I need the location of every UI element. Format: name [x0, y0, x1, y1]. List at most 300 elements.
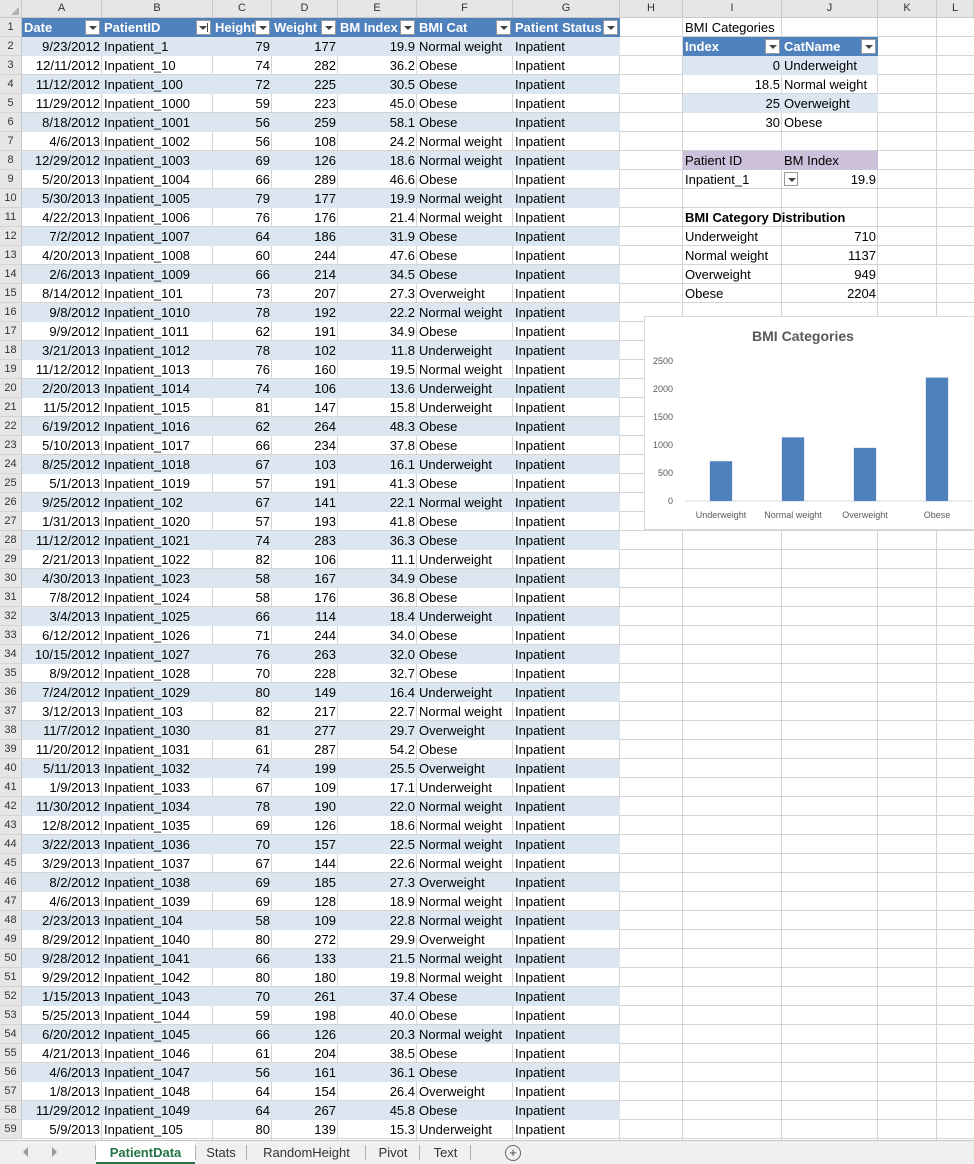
filter-dropdown-icon[interactable]: [196, 20, 211, 35]
table-cell[interactable]: 69: [255, 818, 270, 833]
table-cell[interactable]: 76: [213, 645, 272, 664]
table-cell[interactable]: 59: [255, 1008, 270, 1023]
table-cell[interactable]: 225: [272, 75, 338, 94]
table-cell[interactable]: 5/25/2013: [42, 1008, 100, 1023]
table-cell[interactable]: Inpatient_1022: [104, 552, 191, 567]
table-cell[interactable]: 58: [213, 911, 272, 930]
table-cell[interactable]: 11/29/2012: [22, 1101, 102, 1120]
table-cell[interactable]: 7/2/2012: [22, 227, 102, 246]
row-header[interactable]: 7: [0, 132, 22, 151]
table-cell[interactable]: 57: [255, 476, 270, 491]
table-cell[interactable]: 67: [213, 455, 272, 474]
table-cell[interactable]: Inpatient: [513, 189, 620, 208]
table-cell[interactable]: 198: [314, 1008, 336, 1023]
table-cell[interactable]: 66: [255, 172, 270, 187]
table-cell[interactable]: 22.0: [338, 797, 417, 816]
table-cell[interactable]: 82: [255, 704, 270, 719]
tab-randomheight[interactable]: RandomHeight: [263, 1145, 350, 1160]
row-header[interactable]: 59: [0, 1120, 22, 1139]
table-cell[interactable]: 4/20/2013: [42, 248, 100, 263]
table-cell[interactable]: Inpatient: [513, 835, 620, 854]
tab-pivot[interactable]: Pivot: [378, 1145, 408, 1160]
table-cell[interactable]: Inpatient_1000: [104, 96, 191, 111]
row-header[interactable]: 1: [0, 18, 22, 37]
table-cell[interactable]: 4/22/2013: [42, 210, 100, 225]
table-cell[interactable]: 204: [314, 1046, 336, 1061]
table-cell[interactable]: 214: [272, 265, 338, 284]
table-cell[interactable]: 133: [272, 949, 338, 968]
row-header[interactable]: 22: [0, 417, 22, 436]
row-header[interactable]: 38: [0, 721, 22, 740]
table-cell[interactable]: Inpatient_1046: [104, 1046, 191, 1061]
table-cell[interactable]: Inpatient_1043: [102, 987, 213, 1006]
table-cell[interactable]: Inpatient: [515, 932, 565, 947]
table-cell[interactable]: Inpatient_1015: [104, 400, 191, 415]
table-cell[interactable]: Inpatient_1044: [104, 1008, 191, 1023]
table-cell[interactable]: 37.4: [338, 987, 417, 1006]
table-cell[interactable]: 19.5: [389, 362, 415, 377]
table-cell[interactable]: 36.1: [338, 1063, 417, 1082]
table-cell[interactable]: 5/20/2013: [42, 172, 100, 187]
row-header[interactable]: 57: [0, 1082, 22, 1101]
table-cell[interactable]: 59: [255, 96, 270, 111]
table-cell[interactable]: 3/29/2013: [42, 856, 100, 871]
row-header[interactable]: 6: [0, 113, 22, 132]
table-cell[interactable]: Inpatient: [513, 911, 620, 930]
table-cell[interactable]: Obese: [419, 1008, 458, 1023]
table-cell[interactable]: Inpatient: [513, 151, 620, 170]
row-header[interactable]: 26: [0, 493, 22, 512]
table-cell[interactable]: 22.8: [338, 911, 417, 930]
table-cell[interactable]: 81: [213, 721, 272, 740]
table-cell[interactable]: Inpatient_105: [104, 1122, 183, 1137]
table-cell[interactable]: Inpatient_1009: [102, 265, 213, 284]
table-cell[interactable]: Inpatient: [513, 569, 620, 588]
table-cell[interactable]: Obese: [417, 265, 513, 284]
table-cell[interactable]: Normal weight: [417, 151, 513, 170]
table-cell[interactable]: Inpatient: [515, 134, 565, 149]
table-cell[interactable]: Inpatient: [513, 987, 620, 1006]
row-header[interactable]: 56: [0, 1063, 22, 1082]
table-cell[interactable]: 193: [314, 514, 336, 529]
table-cell[interactable]: 11/12/2012: [22, 75, 102, 94]
table-cell[interactable]: Normal weight: [419, 134, 503, 149]
row-header[interactable]: 34: [0, 645, 22, 664]
table-cell[interactable]: 8/9/2012: [49, 666, 100, 681]
table-cell[interactable]: 147: [314, 400, 336, 415]
table-cell[interactable]: 9/23/2012: [22, 37, 102, 56]
column-header[interactable]: F: [417, 0, 513, 18]
table-cell[interactable]: 191: [314, 476, 336, 491]
table-cell[interactable]: 4/30/2013: [22, 569, 102, 588]
table-cell[interactable]: Inpatient: [513, 531, 620, 550]
table-cell[interactable]: 9/9/2012: [49, 324, 100, 339]
table-cell[interactable]: Underweight: [417, 455, 513, 474]
table-cell[interactable]: Inpatient_1020: [104, 514, 191, 529]
row-header[interactable]: 14: [0, 265, 22, 284]
table-cell[interactable]: Inpatient_100: [102, 75, 213, 94]
row-header[interactable]: 20: [0, 379, 22, 398]
table-cell[interactable]: Inpatient_1016: [102, 417, 213, 436]
table-cell[interactable]: Inpatient: [515, 286, 565, 301]
table-cell[interactable]: 9/25/2012: [22, 493, 102, 512]
table-cell[interactable]: Obese: [417, 113, 513, 132]
row-header[interactable]: 51: [0, 968, 22, 987]
table-cell[interactable]: 18.4: [338, 607, 417, 626]
table-cell[interactable]: Inpatient_1038: [102, 873, 213, 892]
table-cell[interactable]: 22.5: [338, 835, 417, 854]
table-cell[interactable]: 5/30/2013: [22, 189, 102, 208]
row-header[interactable]: 49: [0, 930, 22, 949]
row-header[interactable]: 46: [0, 873, 22, 892]
row-header[interactable]: 24: [0, 455, 22, 474]
table-cell[interactable]: 80: [255, 932, 270, 947]
row-header[interactable]: 43: [0, 816, 22, 835]
table-cell[interactable]: 161: [272, 1063, 338, 1082]
table-cell[interactable]: Inpatient: [515, 970, 565, 985]
table-cell[interactable]: 36.8: [389, 590, 415, 605]
table-cell[interactable]: 11/5/2012: [43, 400, 100, 415]
table-cell[interactable]: Inpatient_1002: [104, 134, 191, 149]
row-header[interactable]: 33: [0, 626, 22, 645]
table-cell[interactable]: 5/9/2013: [49, 1122, 100, 1137]
table-cell[interactable]: Inpatient_1031: [104, 742, 191, 757]
table-cell[interactable]: Inpatient_1021: [102, 531, 213, 550]
table-cell[interactable]: Inpatient: [515, 438, 565, 453]
table-cell[interactable]: 31.9: [338, 227, 417, 246]
table-cell[interactable]: 29.7: [338, 721, 417, 740]
table-cell[interactable]: 263: [272, 645, 338, 664]
table-cell[interactable]: Inpatient: [513, 797, 620, 816]
table-cell[interactable]: Inpatient_1032: [102, 759, 213, 778]
table-cell[interactable]: 180: [314, 970, 336, 985]
table-cell[interactable]: 21.4: [389, 210, 415, 225]
category-index-cell[interactable]: 0: [683, 56, 782, 75]
table-cell[interactable]: Inpatient_1023: [102, 569, 213, 588]
table-cell[interactable]: 9/29/2012: [42, 970, 100, 985]
table-cell[interactable]: 37.8: [389, 438, 415, 453]
table-cell[interactable]: 78: [213, 341, 272, 360]
table-cell[interactable]: 11/7/2012: [22, 721, 102, 740]
table-cell[interactable]: Inpatient_1014: [102, 379, 213, 398]
table-cell[interactable]: Inpatient_1036: [102, 835, 213, 854]
row-header[interactable]: 30: [0, 569, 22, 588]
table-cell[interactable]: 141: [272, 493, 338, 512]
table-cell[interactable]: Obese: [417, 1101, 513, 1120]
table-cell[interactable]: 5/1/2013: [49, 476, 100, 491]
table-cell[interactable]: 190: [272, 797, 338, 816]
table-cell[interactable]: Inpatient: [515, 552, 565, 567]
table-cell[interactable]: 7/24/2012: [22, 683, 102, 702]
filter-dropdown-icon[interactable]: [496, 20, 511, 35]
table-cell[interactable]: 69: [213, 151, 272, 170]
table-cell[interactable]: Inpatient_1048: [104, 1084, 191, 1099]
table-cell[interactable]: Inpatient_1019: [104, 476, 191, 491]
row-header[interactable]: 2: [0, 37, 22, 56]
table-cell[interactable]: Inpatient_1041: [102, 949, 213, 968]
table-cell[interactable]: 167: [272, 569, 338, 588]
table-cell[interactable]: Underweight: [419, 1122, 492, 1137]
column-header[interactable]: D: [272, 0, 338, 18]
table-cell[interactable]: 2/20/2013: [22, 379, 102, 398]
table-cell[interactable]: 58: [255, 590, 270, 605]
table-cell[interactable]: Overweight: [419, 286, 485, 301]
table-cell[interactable]: 41.8: [389, 514, 415, 529]
table-cell[interactable]: 27.3: [338, 873, 417, 892]
table-cell[interactable]: 4/6/2013: [49, 894, 100, 909]
column-header[interactable]: G: [513, 0, 620, 18]
row-header[interactable]: 50: [0, 949, 22, 968]
table-cell[interactable]: Inpatient: [515, 362, 565, 377]
table-cell[interactable]: 64: [213, 227, 272, 246]
table-cell[interactable]: 9/28/2012: [22, 949, 102, 968]
table-cell[interactable]: 103: [272, 455, 338, 474]
table-cell[interactable]: 234: [314, 438, 336, 453]
table-cell[interactable]: Obese: [417, 569, 513, 588]
table-cell[interactable]: 2/23/2013: [22, 911, 102, 930]
table-cell[interactable]: Inpatient_1007: [102, 227, 213, 246]
table-cell[interactable]: 5/10/2013: [42, 438, 100, 453]
row-header[interactable]: 41: [0, 778, 22, 797]
table-cell[interactable]: Overweight: [417, 759, 513, 778]
table-cell[interactable]: 66: [213, 949, 272, 968]
table-cell[interactable]: 22.1: [338, 493, 417, 512]
table-cell[interactable]: 126: [272, 151, 338, 170]
table-cell[interactable]: Normal weight: [419, 894, 503, 909]
table-cell[interactable]: 74: [255, 58, 270, 73]
table-cell[interactable]: 47.6: [389, 248, 415, 263]
table-cell[interactable]: 64: [213, 1101, 272, 1120]
column-header[interactable]: L: [937, 0, 974, 18]
table-cell[interactable]: 32.7: [389, 666, 415, 681]
table-cell[interactable]: 15.8: [389, 400, 415, 415]
table-cell[interactable]: Overweight: [417, 721, 513, 740]
table-cell[interactable]: Underweight: [417, 341, 513, 360]
table-cell[interactable]: 74: [213, 531, 272, 550]
table-cell[interactable]: 4/21/2013: [42, 1046, 100, 1061]
table-cell[interactable]: Inpatient_1004: [104, 172, 191, 187]
table-cell[interactable]: Inpatient: [515, 96, 565, 111]
table-cell[interactable]: 19.9: [338, 37, 417, 56]
table-cell[interactable]: Inpatient: [515, 780, 565, 795]
table-cell[interactable]: Inpatient_1027: [102, 645, 213, 664]
table-cell[interactable]: 81: [255, 400, 270, 415]
table-cell[interactable]: 272: [314, 932, 336, 947]
table-cell[interactable]: 66: [213, 607, 272, 626]
category-index-cell[interactable]: 25: [683, 94, 782, 113]
filter-dropdown-icon[interactable]: [255, 20, 270, 35]
table-cell[interactable]: Inpatient: [515, 628, 565, 643]
table-cell[interactable]: 289: [314, 172, 336, 187]
table-cell[interactable]: 149: [272, 683, 338, 702]
table-cell[interactable]: 126: [272, 1025, 338, 1044]
column-header[interactable]: A: [22, 0, 102, 18]
table-cell[interactable]: Inpatient_1028: [104, 666, 191, 681]
table-cell[interactable]: 1/9/2013: [49, 780, 100, 795]
table-cell[interactable]: 154: [314, 1084, 336, 1099]
table-cell[interactable]: 24.2: [389, 134, 415, 149]
row-header[interactable]: 3: [0, 56, 22, 75]
table-cell[interactable]: Inpatient: [515, 514, 565, 529]
table-cell[interactable]: 67: [255, 856, 270, 871]
table-cell[interactable]: Inpatient: [515, 894, 565, 909]
table-cell[interactable]: 11.1: [390, 552, 415, 567]
category-name-cell[interactable]: Obese: [784, 115, 823, 130]
table-cell[interactable]: Inpatient_1034: [102, 797, 213, 816]
tab-stats[interactable]: Stats: [206, 1145, 236, 1160]
table-cell[interactable]: 11/12/2012: [35, 362, 100, 377]
table-cell[interactable]: 2/21/2013: [42, 552, 100, 567]
table-cell[interactable]: 78: [213, 797, 272, 816]
table-cell[interactable]: 8/29/2012: [42, 932, 100, 947]
column-header[interactable]: I: [683, 0, 782, 18]
table-cell[interactable]: 1/31/2013: [42, 514, 100, 529]
table-cell[interactable]: 8/14/2012: [42, 286, 100, 301]
row-header[interactable]: 58: [0, 1101, 22, 1120]
table-cell[interactable]: 22.2: [338, 303, 417, 322]
table-cell[interactable]: 80: [213, 683, 272, 702]
table-cell[interactable]: Normal weight: [419, 970, 503, 985]
table-cell[interactable]: Inpatient: [515, 1084, 565, 1099]
table-cell[interactable]: 8/18/2012: [22, 113, 102, 132]
row-header[interactable]: 52: [0, 987, 22, 1006]
table-cell[interactable]: 18.9: [389, 894, 415, 909]
table-cell[interactable]: Inpatient_1042: [104, 970, 191, 985]
table-cell[interactable]: 79: [213, 189, 272, 208]
table-cell[interactable]: 12/8/2012: [42, 818, 100, 833]
table-cell[interactable]: 287: [314, 742, 336, 757]
table-cell[interactable]: Inpatient: [513, 303, 620, 322]
table-cell[interactable]: 62: [255, 324, 270, 339]
table-cell[interactable]: Underweight: [417, 379, 513, 398]
row-header[interactable]: 16: [0, 303, 22, 322]
table-cell[interactable]: 126: [314, 818, 336, 833]
table-cell[interactable]: 106: [314, 552, 336, 567]
table-cell[interactable]: 18.6: [338, 151, 417, 170]
table-cell[interactable]: 3/4/2013: [22, 607, 102, 626]
row-header[interactable]: 12: [0, 227, 22, 246]
table-cell[interactable]: 70: [213, 987, 272, 1006]
table-cell[interactable]: Obese: [419, 666, 458, 681]
table-cell[interactable]: Obese: [419, 590, 458, 605]
table-cell[interactable]: Inpatient_102: [102, 493, 213, 512]
table-cell[interactable]: Underweight: [419, 780, 492, 795]
table-cell[interactable]: Inpatient: [515, 324, 565, 339]
table-cell[interactable]: Obese: [419, 58, 458, 73]
table-cell[interactable]: 228: [314, 666, 336, 681]
table-cell[interactable]: 139: [314, 1122, 336, 1137]
filter-dropdown-icon[interactable]: [85, 20, 100, 35]
table-cell[interactable]: Inpatient: [515, 818, 565, 833]
table-cell[interactable]: 6/12/2012: [42, 628, 100, 643]
table-cell[interactable]: Inpatient_1040: [104, 932, 191, 947]
table-cell[interactable]: Inpatient_1013: [104, 362, 191, 377]
table-cell[interactable]: 67: [213, 493, 272, 512]
table-cell[interactable]: Inpatient: [515, 666, 565, 681]
table-cell[interactable]: 61: [255, 1046, 270, 1061]
table-cell[interactable]: 128: [314, 894, 336, 909]
table-cell[interactable]: Inpatient: [513, 493, 620, 512]
table-cell[interactable]: 283: [272, 531, 338, 550]
row-header[interactable]: 42: [0, 797, 22, 816]
row-header[interactable]: 15: [0, 284, 22, 303]
table-cell[interactable]: Inpatient: [515, 1122, 565, 1137]
table-cell[interactable]: Inpatient: [513, 949, 620, 968]
table-cell[interactable]: 6/20/2012: [22, 1025, 102, 1044]
table-cell[interactable]: 223: [314, 96, 336, 111]
row-header[interactable]: 45: [0, 854, 22, 873]
table-cell[interactable]: Obese: [417, 987, 513, 1006]
row-header[interactable]: 17: [0, 322, 22, 341]
row-header[interactable]: 10: [0, 189, 22, 208]
table-cell[interactable]: 73: [255, 286, 270, 301]
table-cell[interactable]: 4/6/2013: [22, 1063, 102, 1082]
row-header[interactable]: 28: [0, 531, 22, 550]
table-cell[interactable]: 3/21/2013: [22, 341, 102, 360]
table-cell[interactable]: Inpatient_1011: [104, 324, 190, 339]
table-cell[interactable]: Obese: [419, 172, 458, 187]
table-cell[interactable]: 66: [213, 265, 272, 284]
table-cell[interactable]: 36.3: [338, 531, 417, 550]
table-cell[interactable]: 80: [255, 1122, 270, 1137]
category-name-cell[interactable]: Overweight: [782, 94, 878, 113]
table-cell[interactable]: 106: [272, 379, 338, 398]
category-index-cell[interactable]: 18.5: [754, 77, 780, 92]
table-cell[interactable]: 259: [272, 113, 338, 132]
table-cell[interactable]: Inpatient_1001: [102, 113, 213, 132]
table-cell[interactable]: 217: [314, 704, 336, 719]
table-cell[interactable]: 7/8/2012: [49, 590, 100, 605]
table-cell[interactable]: Normal weight: [419, 856, 503, 871]
table-cell[interactable]: 74: [213, 759, 272, 778]
table-cell[interactable]: Inpatient_1026: [104, 628, 191, 643]
table-cell[interactable]: 61: [255, 742, 270, 757]
table-cell[interactable]: 34.9: [389, 324, 415, 339]
table-cell[interactable]: 19.9: [338, 189, 417, 208]
table-cell[interactable]: Overweight: [417, 873, 513, 892]
table-cell[interactable]: 79: [213, 37, 272, 56]
table-cell[interactable]: 207: [314, 286, 336, 301]
table-cell[interactable]: 80: [255, 970, 270, 985]
table-cell[interactable]: 26.4: [389, 1084, 415, 1099]
table-cell[interactable]: 157: [272, 835, 338, 854]
table-cell[interactable]: 70: [255, 666, 270, 681]
table-cell[interactable]: 102: [272, 341, 338, 360]
row-header[interactable]: 25: [0, 474, 22, 493]
table-cell[interactable]: Inpatient: [515, 856, 565, 871]
table-cell[interactable]: Normal weight: [417, 911, 513, 930]
row-header[interactable]: 39: [0, 740, 22, 759]
table-cell[interactable]: Inpatient: [513, 227, 620, 246]
table-cell[interactable]: Obese: [419, 248, 458, 263]
table-cell[interactable]: 58: [213, 569, 272, 588]
table-cell[interactable]: 34.5: [338, 265, 417, 284]
table-cell[interactable]: 22.6: [389, 856, 415, 871]
row-header[interactable]: 8: [0, 151, 22, 170]
table-cell[interactable]: Inpatient_1037: [104, 856, 191, 871]
table-cell[interactable]: Inpatient_1018: [102, 455, 213, 474]
table-cell[interactable]: 186: [272, 227, 338, 246]
table-cell[interactable]: Overweight: [419, 1084, 485, 1099]
category-index-cell[interactable]: 30: [765, 115, 780, 130]
table-cell[interactable]: 76: [255, 210, 270, 225]
table-cell[interactable]: 36.2: [389, 58, 415, 73]
table-cell[interactable]: 56: [255, 134, 270, 149]
row-header[interactable]: 13: [0, 246, 22, 265]
filter-dropdown-icon[interactable]: [321, 20, 336, 35]
row-header[interactable]: 29: [0, 550, 22, 569]
table-cell[interactable]: 41.3: [389, 476, 415, 491]
